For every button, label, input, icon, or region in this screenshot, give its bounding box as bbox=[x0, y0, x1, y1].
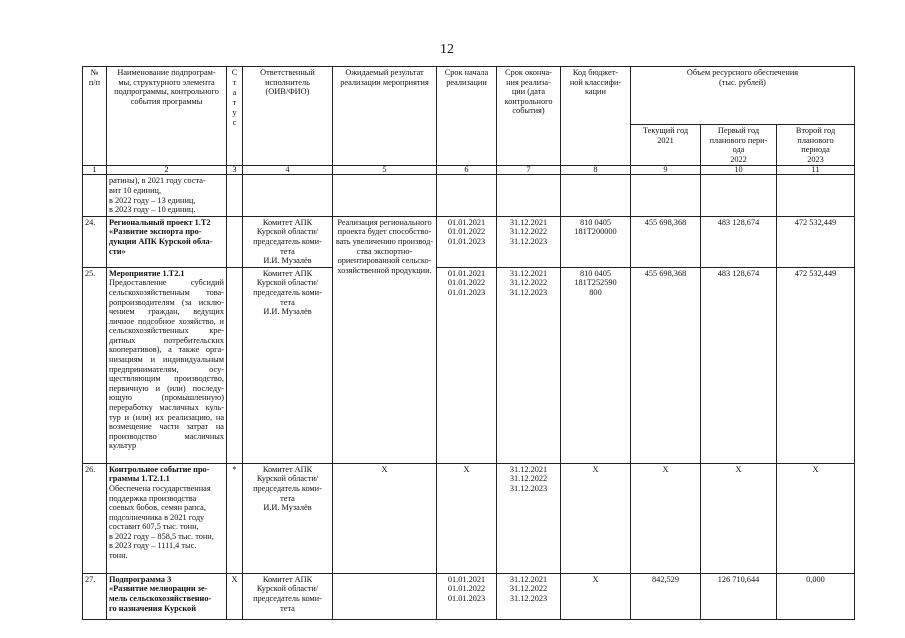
header-name: Наименование подпрограм- мы, структурного элемента подпрограммы, контрольного события программы bbox=[107, 67, 227, 166]
program-table-wrapper bbox=[82, 66, 854, 613]
header-current-year: Текущий год 2021 bbox=[631, 125, 701, 166]
row-no: 26. bbox=[83, 463, 107, 573]
row-2021 bbox=[631, 175, 701, 216]
row-end: 31.12.2021 31.12.2022 31.12.2023 bbox=[497, 267, 561, 463]
row-2021: 455 698,368 bbox=[631, 216, 701, 267]
column-number-row bbox=[83, 166, 855, 175]
row-start bbox=[437, 175, 497, 216]
row-name: Обеспечена государственная поддержка производства соевых бобов, семян рапса, подсолнечника в 2021 году составит 607,5 тыс. тонн, в 2022 году – 858,5 тыс. тонн, в 2023 году – 1111,4 тыс. тонн. bbox=[109, 483, 214, 561]
column-number: 4 bbox=[243, 166, 333, 175]
row-no: 24. bbox=[83, 216, 107, 267]
row-executor: Комитет АПК Курской области/ председатель коми- тета bbox=[243, 573, 333, 619]
table-row bbox=[83, 267, 855, 463]
page-number: 12 bbox=[440, 42, 454, 57]
row-2021: 455 698,368 bbox=[631, 267, 701, 463]
row-name: Подпрограмма 3 «Развитие мелиорации зе- мель сельскохозяйственно- го назначения Курской bbox=[107, 573, 227, 619]
row-start: 01.01.2021 01.01.2022 01.01.2023 bbox=[437, 267, 497, 463]
row-2022: 483 128,674 bbox=[701, 267, 777, 463]
header-resources: Объем ресурсного обеспечения (тыс. рублей) bbox=[631, 67, 855, 125]
row-name-title: Мероприятие 1.Т2.1 bbox=[109, 268, 185, 278]
row-code: 810 0405 181T200000 bbox=[561, 216, 631, 267]
row-2022 bbox=[701, 175, 777, 216]
header-end: Срок оконча- ния реализа- ции (дата контрольного события) bbox=[497, 67, 561, 166]
row-end: 31.12.2021 31.12.2022 31.12.2023 bbox=[497, 573, 561, 619]
row-start: 01.01.2021 01.01.2022 01.01.2023 bbox=[437, 573, 497, 619]
row-executor: Комитет АПК Курской области/ председатель коми- тета И.И. Музалёв bbox=[243, 267, 333, 463]
row-start: 01.01.2021 01.01.2022 01.01.2023 bbox=[437, 216, 497, 267]
column-number: 1 bbox=[83, 166, 107, 175]
row-code: X bbox=[561, 463, 631, 573]
row-result: X bbox=[333, 463, 437, 573]
header-status: С т а т у с bbox=[227, 67, 243, 166]
row-result bbox=[333, 175, 437, 216]
row-no bbox=[83, 175, 107, 216]
row-2023: 472 532,449 bbox=[777, 267, 855, 463]
table-row bbox=[83, 573, 855, 619]
row-no: 27. bbox=[83, 573, 107, 619]
row-2021: X bbox=[631, 463, 701, 573]
column-number: 11 bbox=[777, 166, 855, 175]
row-result: Реализация регионального проекта будет способство- вать увеличению производ- ства экспортно- ориентированной сельско- хозяйственной продукции. bbox=[333, 216, 437, 463]
row-status: X bbox=[227, 573, 243, 619]
row-2022: 483 128,674 bbox=[701, 216, 777, 267]
row-status bbox=[227, 267, 243, 463]
header-budget-code: Код бюджет- ной классифи- кации bbox=[561, 67, 631, 166]
header-start: Срок начала реализации bbox=[437, 67, 497, 166]
row-end: 31.12.2021 31.12.2022 31.12.2023 bbox=[497, 216, 561, 267]
row-executor: Комитет АПК Курской области/ председатель коми- тета И.И. Музалёв bbox=[243, 216, 333, 267]
row-name-cell bbox=[107, 463, 227, 573]
row-2023: X bbox=[777, 463, 855, 573]
row-name: Предоставление субсидий сельскохозяйственным това-ропроизводителям (за исклю-чением граждан, ведущих личное подсобное хозяйство, и сельскохозяйственных кре-дитных потребительских кооперативов), а также орга-низациям и индивидуальным предпринимателям, осу-ществляющим производство, первичную и (или) последу-ющую (промышленную) переработку масличных куль-тур и (или) их реализацию, на возмещение части затрат на производство масличных культур bbox=[109, 278, 224, 451]
column-number: 9 bbox=[631, 166, 701, 175]
row-name: ратины), в 2021 году соста- вит 10 единиц, в 2022 году – 13 единиц, в 2023 году – 10 единиц. bbox=[107, 175, 227, 216]
table-row bbox=[83, 463, 855, 573]
header-executor: Ответственный исполнитель (ОИВ/ФИО) bbox=[243, 67, 333, 166]
row-result bbox=[333, 573, 437, 619]
row-name-cell bbox=[107, 267, 227, 463]
row-code: X bbox=[561, 573, 631, 619]
column-number: 10 bbox=[701, 166, 777, 175]
table-row bbox=[83, 175, 855, 216]
table-row bbox=[83, 216, 855, 267]
row-executor: Комитет АПК Курской области/ председатель коми- тета И.И. Музалёв bbox=[243, 463, 333, 573]
row-start: X bbox=[437, 463, 497, 573]
row-2023: 472 532,449 bbox=[777, 216, 855, 267]
row-2021: 842,529 bbox=[631, 573, 701, 619]
header-first-year: Первый год планового пери- ода 2022 bbox=[701, 125, 777, 166]
column-number: 7 bbox=[497, 166, 561, 175]
header-second-year: Второй год планового периода 2023 bbox=[777, 125, 855, 166]
row-code: 810 0405 181T252590 800 bbox=[561, 267, 631, 463]
row-2022: X bbox=[701, 463, 777, 573]
row-status bbox=[227, 216, 243, 267]
column-number: 6 bbox=[437, 166, 497, 175]
row-status: * bbox=[227, 463, 243, 573]
header-no: № п/п bbox=[83, 67, 107, 166]
row-2023: 0,000 bbox=[777, 573, 855, 619]
column-number: 8 bbox=[561, 166, 631, 175]
row-executor bbox=[243, 175, 333, 216]
row-name-title: Контрольное событие про- граммы 1.Т2.1.1 bbox=[109, 464, 210, 484]
column-number: 3 bbox=[227, 166, 243, 175]
row-code bbox=[561, 175, 631, 216]
row-name: Региональный проект 1.Т2 «Развитие экспорта про- дукции АПК Курской обла- сти» bbox=[107, 216, 227, 267]
row-end: 31.12.2021 31.12.2022 31.12.2023 bbox=[497, 463, 561, 573]
header-result: Ожидаемый результат реализации мероприятия bbox=[333, 67, 437, 166]
column-number: 2 bbox=[107, 166, 227, 175]
row-2023 bbox=[777, 175, 855, 216]
program-table bbox=[82, 66, 855, 620]
row-2022: 126 710,644 bbox=[701, 573, 777, 619]
column-number: 5 bbox=[333, 166, 437, 175]
row-status bbox=[227, 175, 243, 216]
row-end bbox=[497, 175, 561, 216]
row-no: 25. bbox=[83, 267, 107, 463]
